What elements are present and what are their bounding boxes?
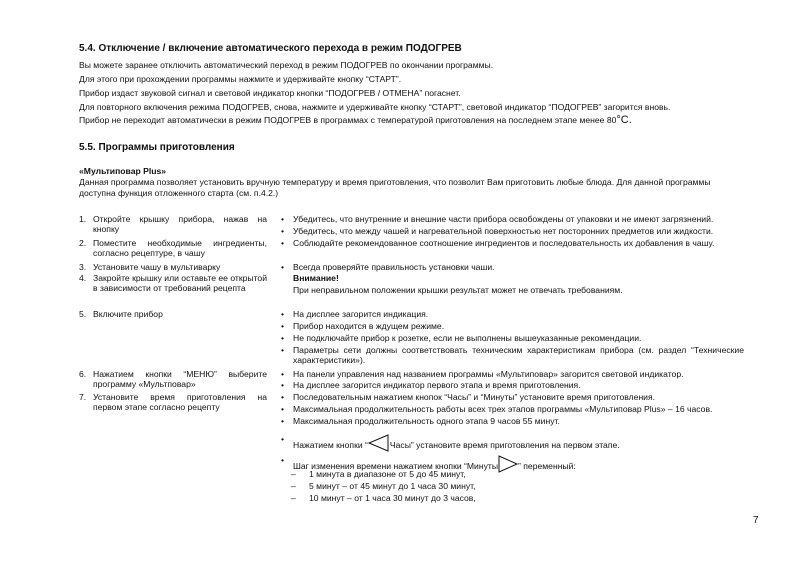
bullet-icon: • [281, 455, 285, 465]
step-5 [79, 309, 267, 319]
bullet-icon: • [281, 392, 285, 402]
note-text: На панели управления над названием программы «Мультиповар» загорится световой индикатор. [293, 369, 684, 379]
note-item [281, 238, 744, 248]
step-3 [79, 262, 267, 272]
note-text-part: Нажатием кнопки “ [293, 440, 368, 450]
bullet-icon: • [281, 309, 285, 319]
note-text: Не подключайте прибор к розетке, если не выполнены вышеуказанные рекомендации. [293, 333, 642, 343]
note-text [293, 434, 744, 452]
step-2 [79, 238, 267, 259]
program-intro-line: Данная программа позволяет установить вручную температуру и время приготовления, что позволит Вам приготовить любые блюда. Для данной программы [79, 177, 711, 187]
note-item [281, 392, 744, 402]
bullet-icon: • [281, 321, 285, 331]
step-text: Поместите необходимые ингредиенты, согласно рецептуре, в чашу [93, 238, 267, 259]
note-item [281, 262, 744, 272]
note-item [281, 226, 744, 236]
note-item [281, 380, 744, 390]
temperature-unit: °С. [616, 114, 632, 126]
note-text: Соблюдайте рекомендованное соотношение ингредиентов и последовательность их добавления в чашу. [293, 238, 715, 248]
page-number: 7 [753, 515, 759, 526]
dash-icon: – [291, 469, 296, 479]
dash-item [291, 493, 476, 503]
paragraph-line [79, 115, 632, 125]
note-text: Максимальная продолжительность одного этапа 9 часов 55 минут. [293, 416, 560, 426]
note-text: Всегда проверяйте правильность установки чаши. [293, 262, 495, 272]
step-text: Закройте крышку или оставьте ее открытой в зависимости от требований рецепта [93, 273, 267, 294]
triangle-left-icon [368, 434, 390, 452]
note-text-part: ” переменный: [518, 461, 576, 471]
step-7 [79, 392, 267, 413]
step-6 [79, 369, 267, 390]
bullet-icon: • [281, 238, 285, 248]
dash-item [291, 469, 466, 479]
triangle-right-icon [498, 455, 518, 473]
step-number: 1. [79, 214, 87, 224]
bullet-icon: • [281, 214, 285, 224]
section-5-4-heading: 5.4. Отключение / включение автоматического перехода в режим ПОДОГРЕВ [79, 43, 462, 54]
step-1 [79, 214, 267, 235]
note-item [281, 214, 744, 224]
step-number: 4. [79, 273, 87, 283]
dash-icon: – [291, 493, 296, 503]
step-text: Нажатием кнопки “МЕНЮ” выберите программу «Мультповар» [93, 369, 267, 390]
bullet-icon: • [281, 369, 285, 379]
attention-text: При неправильном положении крышки результат может не отвечать требованиям. [293, 285, 623, 295]
bullet-icon: • [281, 416, 285, 426]
note-text: Убедитесь, что между чашей и нагревательной поверхностью нет посторонних предметов или жидкости. [293, 226, 714, 236]
paragraph-line: Для повторного включения режима ПОДОГРЕВ, снова, нажмите и удерживайте кнопку “СТАРТ”, световой индикатор “ПОДОГРЕВ” загорится вновь. [79, 102, 671, 112]
note-text: Параметры сети должны соответствовать техническим характеристикам прибора (см. раздел “Технические характеристики»). [293, 345, 744, 366]
step-text: Откройте крышку прибора, нажав на кнопку [93, 214, 267, 235]
note-item [281, 309, 744, 319]
note-item [281, 345, 744, 366]
note-item [281, 416, 744, 426]
step-number: 2. [79, 238, 87, 248]
program-intro-line: доступна функция отложенного старта (см. п.4.2.) [79, 188, 279, 198]
bullet-icon: • [281, 404, 285, 414]
note-text-part: Шаг изменения времени нажатием кнопки “Минуты [293, 461, 499, 471]
note-text: Прибор находится в ждущем режиме. [293, 321, 445, 331]
note-item [281, 434, 744, 452]
note-item [281, 333, 744, 343]
dash-text: 5 минут – от 45 минут до 1 часа 30 минут, [309, 481, 476, 491]
step-number: 3. [79, 262, 87, 272]
note-text: На дисплее загорится индикация. [293, 309, 429, 319]
bullet-icon: • [281, 345, 285, 355]
paragraph-line: Прибор издаст звуковой сигнал и световой индикатор кнопки “ПОДОГРЕВ / ОТМЕНА” погаснет. [79, 88, 461, 98]
step-4 [79, 273, 267, 294]
paragraph-text: Прибор не переходит автоматически в режим ПОДОГРЕВ в программах с температурой приготовления на последнем этапе менее 80 [79, 115, 617, 125]
note-item [281, 404, 744, 414]
note-text: Максимальная продолжительность работы всех трех этапов программы «Мультиповар Plus» – 16 часов. [293, 404, 713, 414]
note-item [281, 369, 744, 379]
step-text: Установите время приготовления на первом этапе согласно рецепту [93, 392, 267, 413]
note-text-part: Часы” установите время приготовления на первом этапе. [389, 440, 620, 450]
note-text: Последовательным нажатием кнопок “Часы” и “Минуты” установите время приготовления. [293, 392, 656, 402]
bullet-icon: • [281, 434, 285, 444]
bullet-icon: • [281, 333, 285, 343]
program-name: «Мультиповар Plus» [79, 166, 167, 176]
bullet-icon: • [281, 226, 285, 236]
paragraph-line: Вы можете заранее отключить автоматический переход в режим ПОДОГРЕВ по окончании программы. [79, 60, 494, 70]
dash-item [291, 481, 475, 491]
step-text: Установите чашу в мультиварку [93, 262, 221, 272]
dash-icon: – [291, 481, 296, 491]
step-text: Включите прибор [93, 309, 163, 319]
bullet-icon: • [281, 262, 285, 272]
section-5-5-heading: 5.5. Программы приготовления [79, 142, 235, 153]
attention-label: Внимание! [293, 273, 339, 283]
step-number: 6. [79, 369, 87, 379]
step-number: 5. [79, 309, 87, 319]
dash-text: 10 минут – от 1 часа 30 минут до 3 часов, [309, 493, 476, 503]
step-number: 7. [79, 392, 87, 402]
note-item [281, 321, 744, 331]
bullet-icon: • [281, 380, 285, 390]
note-text: На дисплее загорится индикатор первого этапа и время приготовления. [293, 380, 581, 390]
note-text: Убедитесь, что внутренние и внешние части прибора освобождены от упаковки и не имеют загрязнений. [293, 214, 714, 224]
dash-text: 1 минута в диапазоне от 5 до 45 минут, [309, 469, 466, 479]
paragraph-line: Для этого при прохождении программы нажмите и удерживайте кнопку “СТАРТ”. [79, 74, 402, 84]
